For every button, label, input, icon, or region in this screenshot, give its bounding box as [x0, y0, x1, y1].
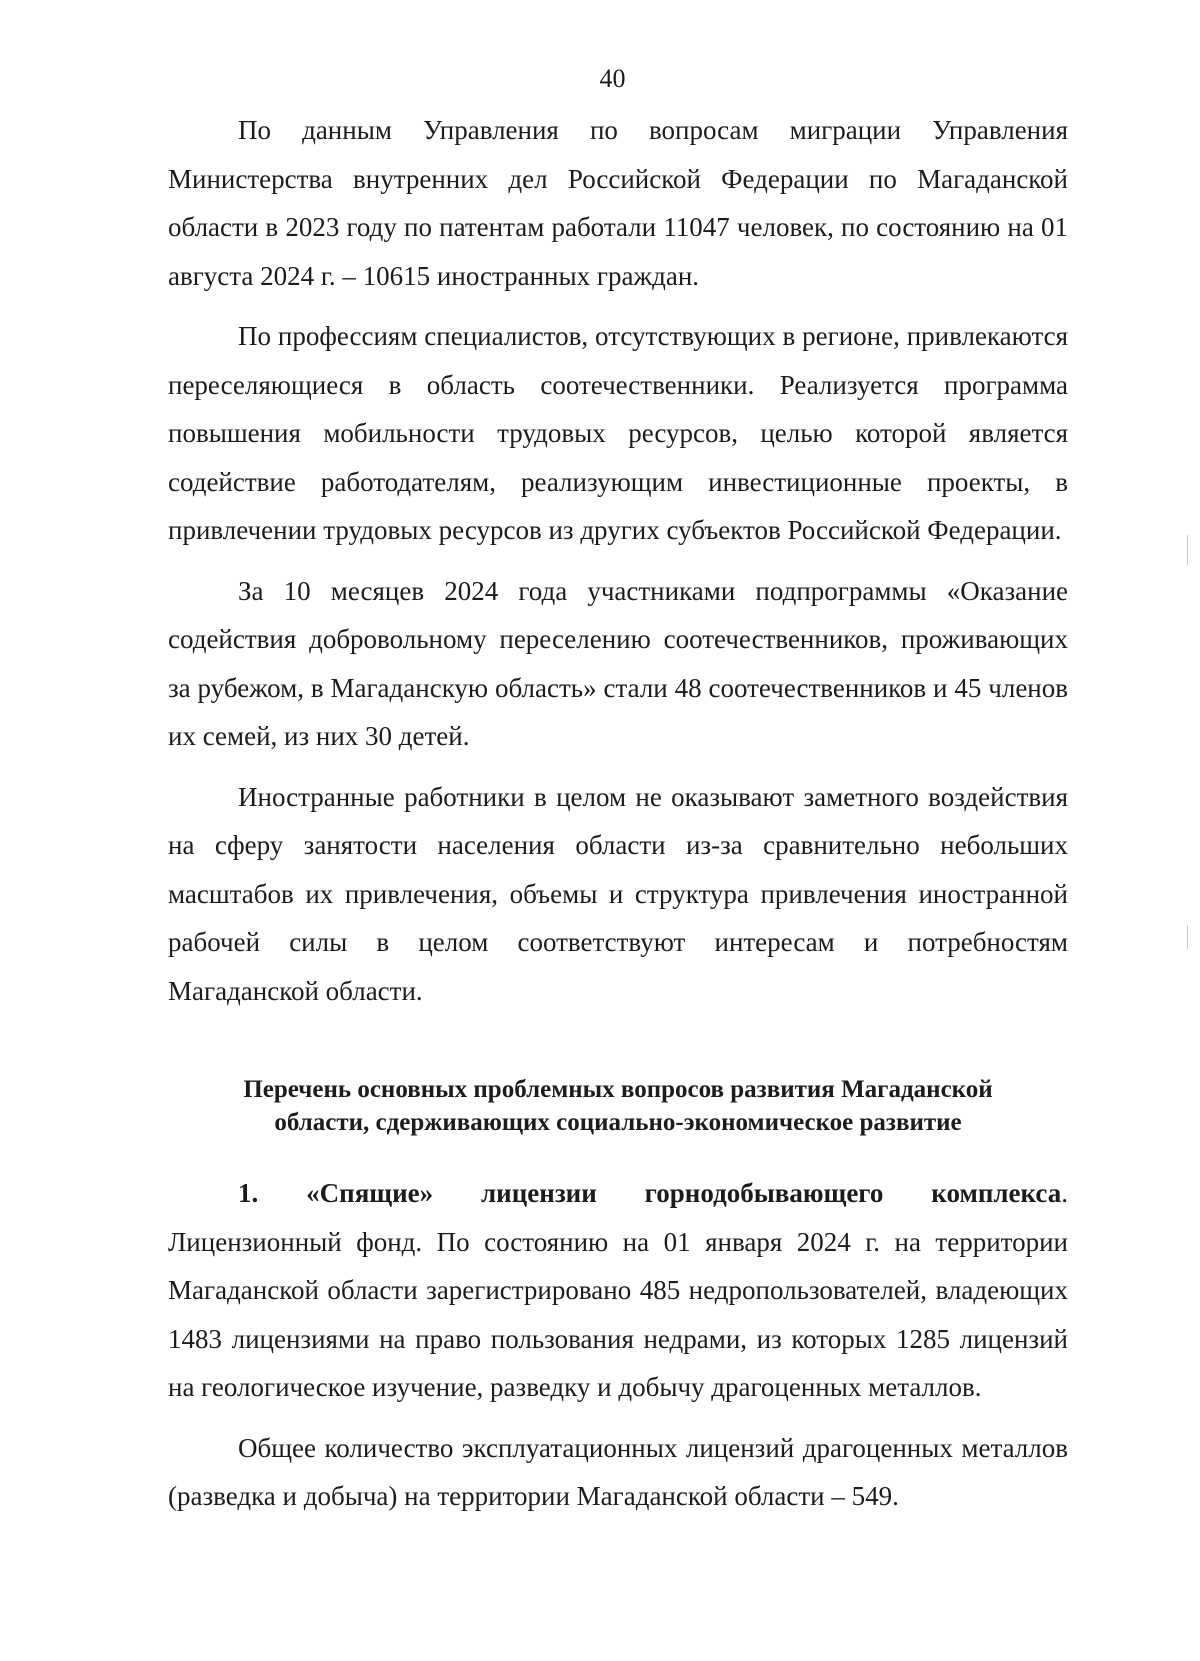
section-heading-line-1: Перечень основных проблемных вопросов развития Магаданской: [243, 1076, 993, 1103]
list-item-lead: 1. «Спящие» лицензии горнодобывающего комплекса: [238, 1178, 1062, 1208]
list-item-text: . Лицензионный фонд. По состоянию на 01 января 2024 г. на территории Магаданской области зарегистрировано 485 недропользователей, владеющих 1483 лицензиями на право пользования недрами, из которых 1285 лицензий на геологическое изучение, разведку и добычу драгоценных металлов.: [168, 1178, 1068, 1402]
document-body: [168, 106, 1068, 1521]
paragraph-exploitation-licenses: Общее количество эксплуатационных лицензий драгоценных металлов (разведка и добыча) на территории Магаданской области – 549.: [168, 1432, 1068, 1511]
paragraph-foreign-workers: Иностранные работники в целом не оказывают заметного воздействия на сферу занятости населения области из-за сравнительно небольших масштабов их привлечения, объемы и структура привлечения иностранной рабочей силы в целом соответствуют интересам и потребностям Магаданской области.: [168, 781, 1068, 1006]
page-number: 40: [599, 64, 626, 93]
paragraph-resettlement-results: За 10 месяцев 2024 года участниками подпрограммы «Оказание содействия добровольному переселению соотечественников, проживающих за рубежом, в Магаданскую область» стали 48 соотечественников и 45 членов их семей, из них 30 детей.: [168, 575, 1068, 751]
section-heading-line-2: области, сдерживающих социально-экономическое развитие: [274, 1109, 962, 1136]
section-heading: [168, 1073, 1068, 1139]
scan-artifact: [1187, 925, 1188, 949]
paragraph-migration: По данным Управления по вопросам миграции Управления Министерства внутренних дел Российской Федерации по Магаданской области в 2023 году по патентам работали 11047 человек, по состоянию на 01 августа 2024 г. – 10615 иностранных граждан.: [168, 115, 1068, 291]
list-item-sleeping-licenses: [168, 1169, 1068, 1412]
paragraph-compatriots-program: По профессиям специалистов, отсутствующих в регионе, привлекаются переселяющиеся в область соотечественники. Реализуется программа повышения мобильности трудовых ресурсов, целью которой является содействие работодателям, реализующим инвестиционные проекты, в привлечении трудовых ресурсов из других субъектов Российской Федерации.: [168, 321, 1068, 545]
scan-artifact: [1187, 535, 1188, 565]
